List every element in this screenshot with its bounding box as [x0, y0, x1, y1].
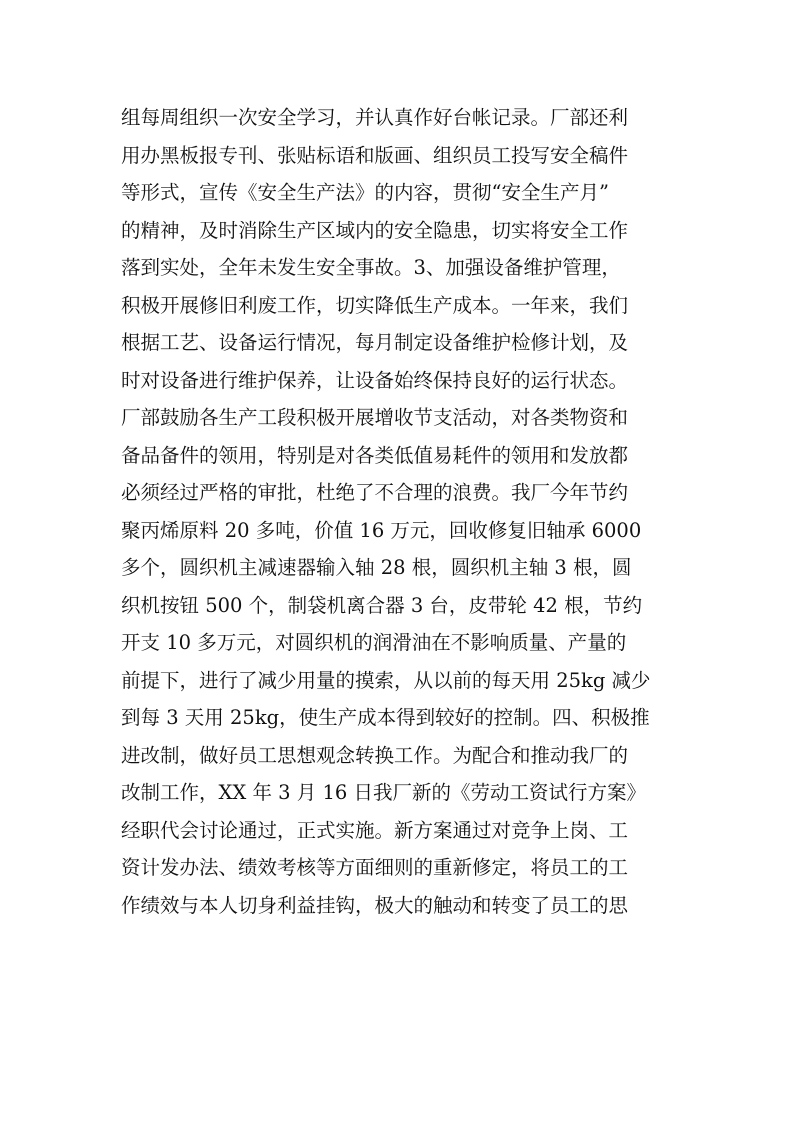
text-line: 多个，圆织机主减速器输入轴 28 根，圆织机主轴 3 根，圆: [121, 556, 632, 579]
text-line: 组每周组织一次安全学习，并认真作好台帐记录。厂部还利: [121, 106, 629, 129]
text-line: 必须经过严格的审批，杜绝了不合理的浪费。我厂今年节约: [121, 481, 629, 504]
text-line: 作绩效与本人切身利益挂钩，极大的触动和转变了员工的思: [121, 893, 629, 917]
text-line: 前提下，进行了减少用量的摸索，从以前的每天用 25kg 减少: [121, 668, 651, 692]
text-line: 到每 3 天用 25kg，使生产成本得到较好的控制。四、积极推: [121, 706, 650, 729]
text-line: 织机按钮 500 个，制袋机离合器 3 台，皮带轮 42 根，节约: [121, 593, 643, 617]
text-line: 用办黑板报专刊、张贴标语和版画、组织员工投写安全稿件: [121, 143, 629, 167]
text-line: 根据工艺、设备运行情况，每月制定设备维护检修计划，及: [121, 331, 629, 354]
text-line: 备品备件的领用，特别是对各类低值易耗件的领用和发放都: [121, 443, 629, 467]
text-line: 的精神，及时消除生产区域内的安全隐患，切实将安全工作: [121, 218, 629, 242]
text-line: 进改制，做好员工思想观念转换工作。为配合和推动我厂的: [121, 743, 629, 767]
body-text: [121, 99, 681, 924]
text-line: 等形式，宣传《安全生产法》的内容，贯彻“安全生产月”: [121, 181, 609, 204]
text-line: 经职代会讨论通过，正式实施。新方案通过对竞争上岗、工: [121, 818, 629, 842]
text-line: 改制工作，XX 年 3 月 16 日我厂新的《劳动工资试行方案》: [121, 781, 646, 804]
text-line: 厂部鼓励各生产工段积极开展增收节支活动，对各类物资和: [121, 406, 629, 429]
text-line: 时对设备进行维护保养，让设备始终保持良好的运行状态。: [121, 368, 629, 392]
text-line: 聚丙烯原料 20 多吨，价值 16 万元，回收修复旧轴承 6000: [121, 518, 642, 542]
text-line: 资计发办法、绩效考核等方面细则的重新修定，将员工的工: [121, 856, 629, 879]
text-line: 开支 10 多万元，对圆织机的润滑油在不影响质量、产量的: [121, 631, 627, 654]
text-line: 落到实处，全年未发生安全事故。3、加强设备维护管理，: [121, 256, 621, 279]
text-line: 积极开展修旧利废工作，切实降低生产成本。一年来，我们: [121, 293, 629, 317]
